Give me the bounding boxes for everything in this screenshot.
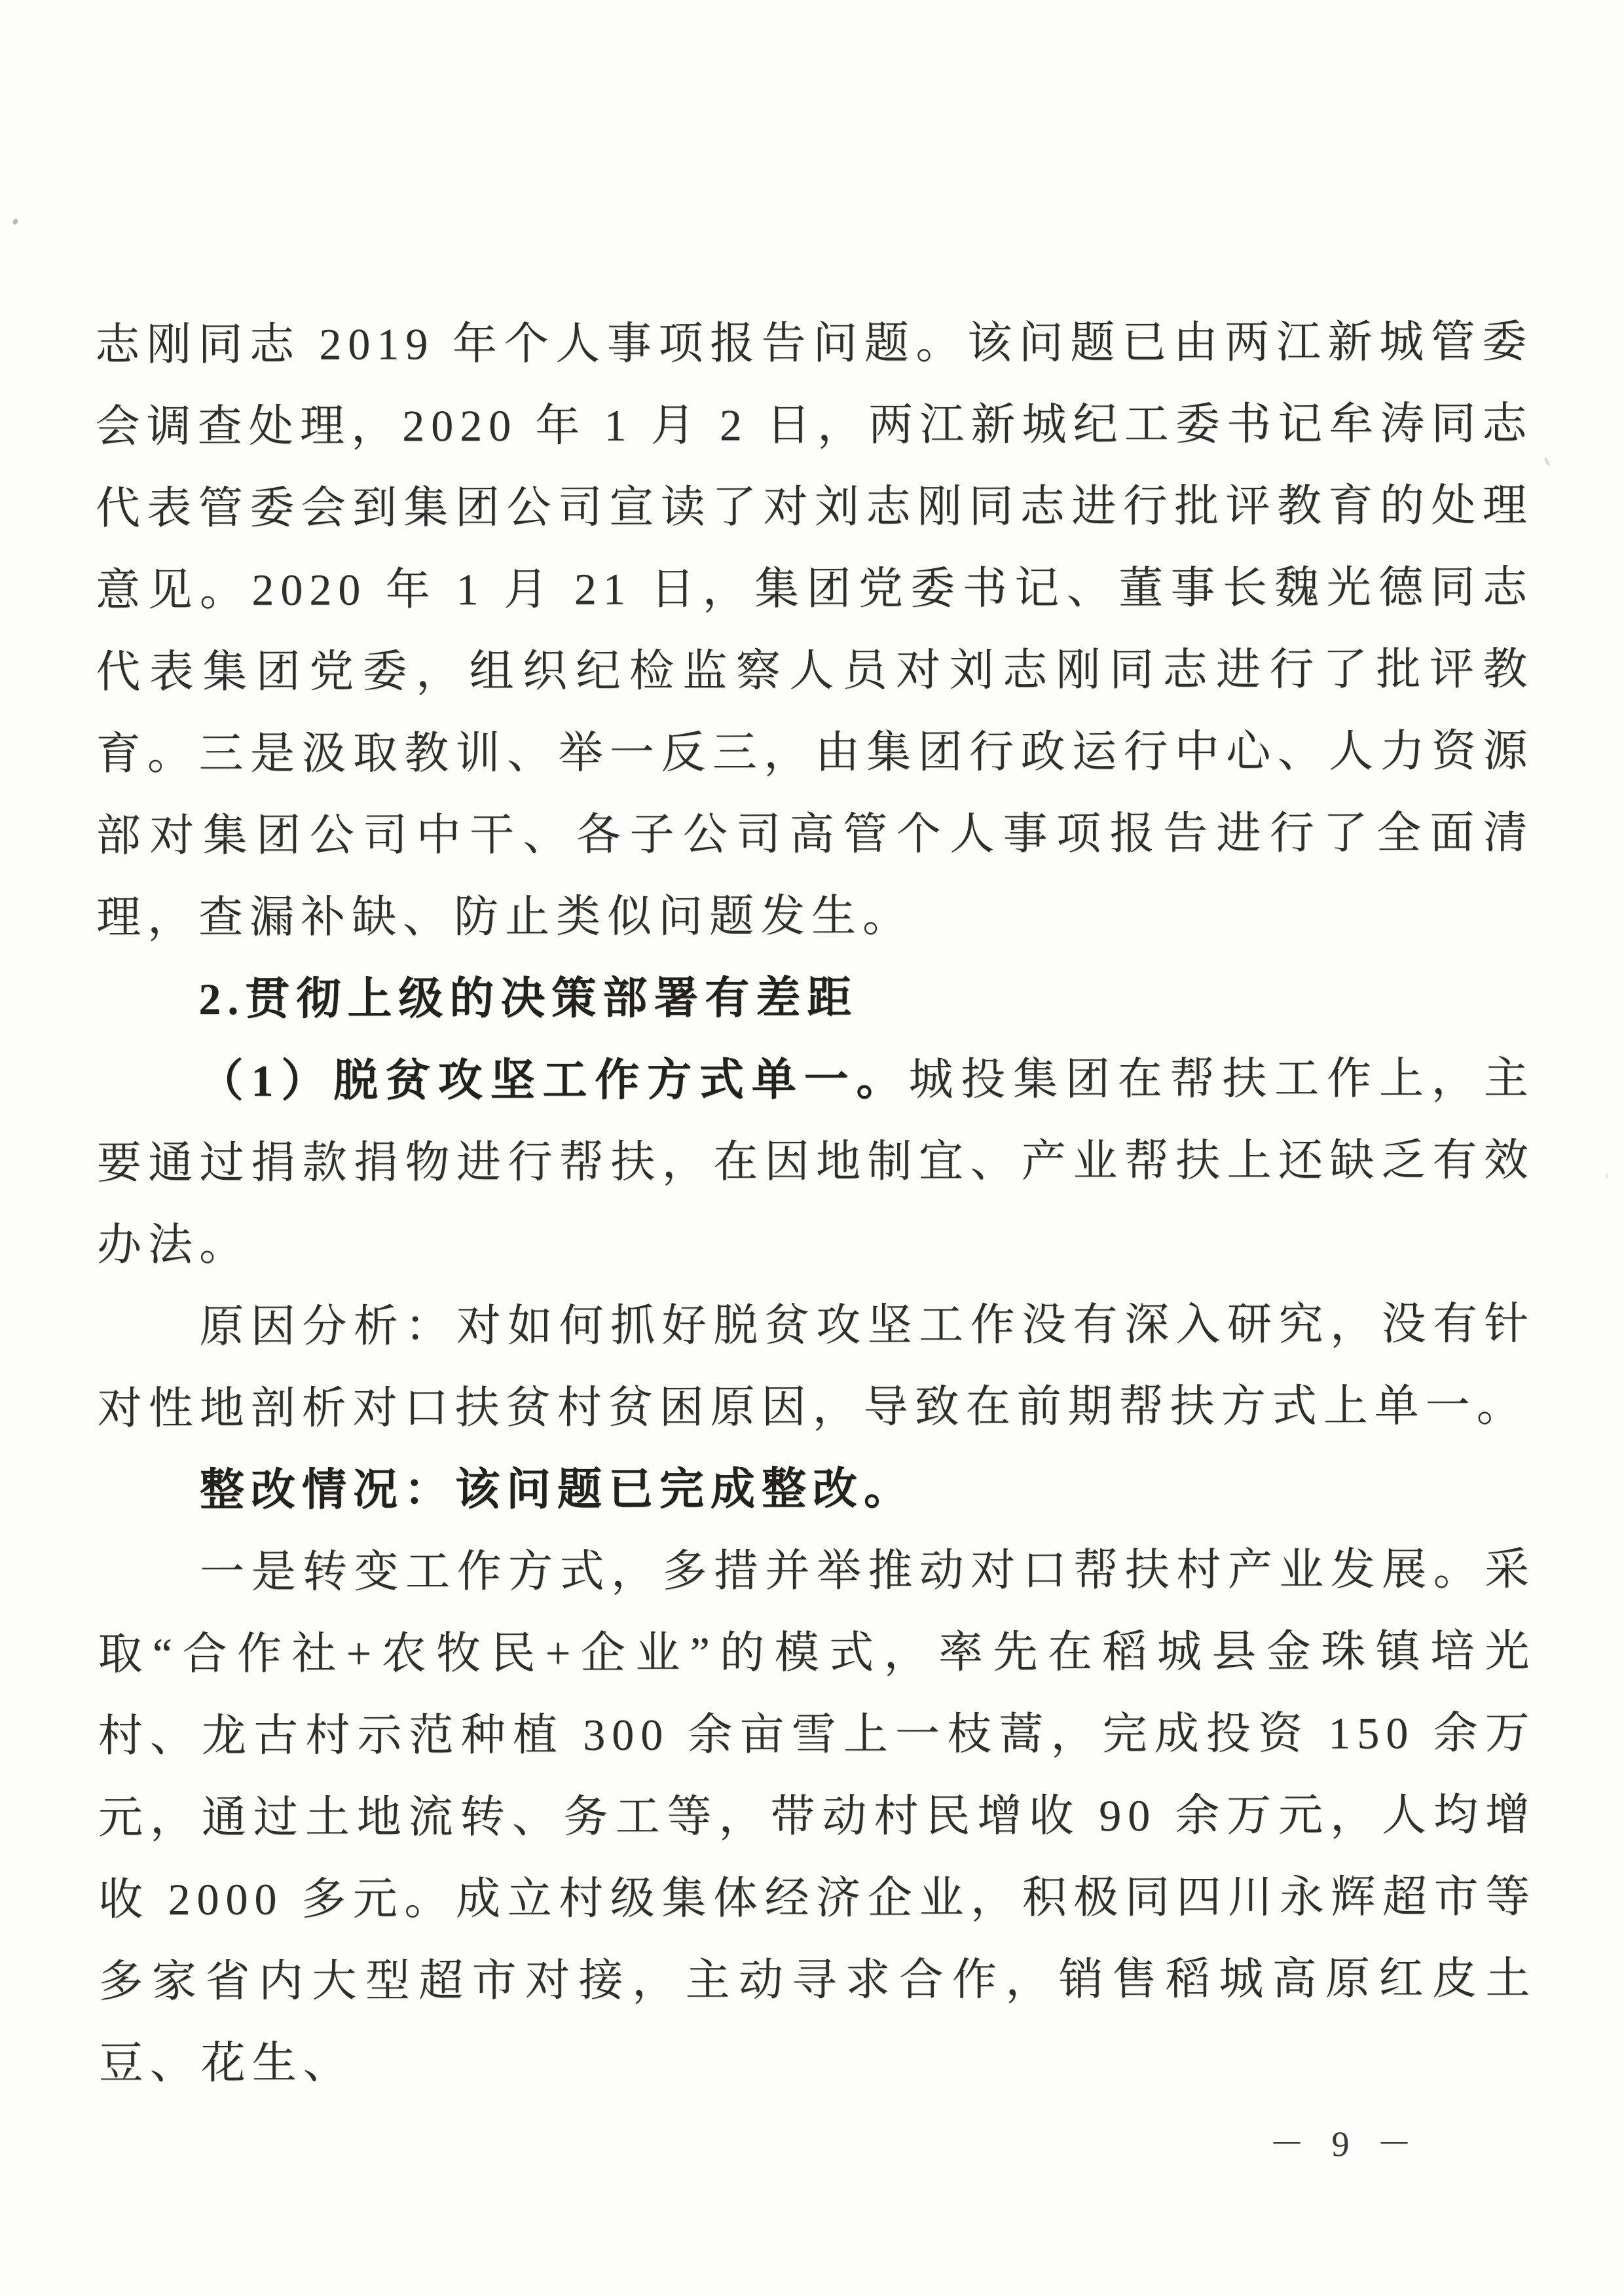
paragraph-rectification-status (98, 1447, 1536, 1532)
paragraph-text: 志刚同志 2019 年个人事项报告问题。该问题已由两江新城管委会调查处理，2020 年 1 月 2 日，两江新城纪工委书记牟涛同志代表管委会到集团公司宣读了对刘志刚同志进行批评教育的处理意见。2020 年 1 月 21 日，集团党委书记、董事长魏光德同志代表集团党委，组织纪检监察人员对刘志刚同志进行了批评教育。三是汲取教训、举一反三，由集团行政运行中心、人力资源部对集团公司中干、各子公司高管个人事项报告进行了全面清理，查漏补缺、防止类似问题发生。 (95, 316, 1534, 943)
scan-artifact (1606, 1173, 1608, 1178)
paragraph-text: 城投集团在帮扶工作上，主要通过捐款捐物进行帮扶，在因地制宜、产业帮扶上还缺乏有效办法。 (96, 1053, 1535, 1270)
section-heading-text: 2.贯彻上级的决策部署有差距 (198, 972, 858, 1024)
paragraph-lead-bold: 整改情况：该问题已完成整改。 (199, 1463, 915, 1515)
paragraph-text: 一是转变工作方式，多措并举推动对口帮扶村产业发展。采取“合作社+农牧民+企业”的模式，率先在稻城县金珠镇培光村、龙古村示范种植 300 余亩雪上一枝蒿，完成投资 150 余万元，通过土地流转、务工等，带动村民增收 90 余万元，人均增收 2000 多元。成立村级集体经济企业，积极同四川永辉超市等多家省内大型超市对接，主动寻求合作，销售稻城高原红皮土豆、花生、 (98, 1544, 1537, 2088)
paragraph-lead-bold: （1）脱贫攻坚工作方式单一。 (198, 1054, 909, 1106)
paragraph-problem-item (96, 1038, 1535, 1286)
paragraph-measures (98, 1529, 1537, 2105)
paragraph-text: 原因分析：对如何抓好脱贫攻坚工作没有深入研究，没有针对性地剖析对口扶贫村贫困原因，导致在前期帮扶方式上单一。 (97, 1298, 1536, 1434)
paragraph-cause-analysis (97, 1283, 1536, 1450)
section-heading (96, 956, 1534, 1041)
scan-artifact (12, 218, 19, 225)
text-block (95, 301, 1537, 2105)
scan-artifact (1543, 457, 1551, 467)
page-number: － 9 － (1269, 2124, 1421, 2164)
paragraph-continuation (95, 301, 1534, 959)
